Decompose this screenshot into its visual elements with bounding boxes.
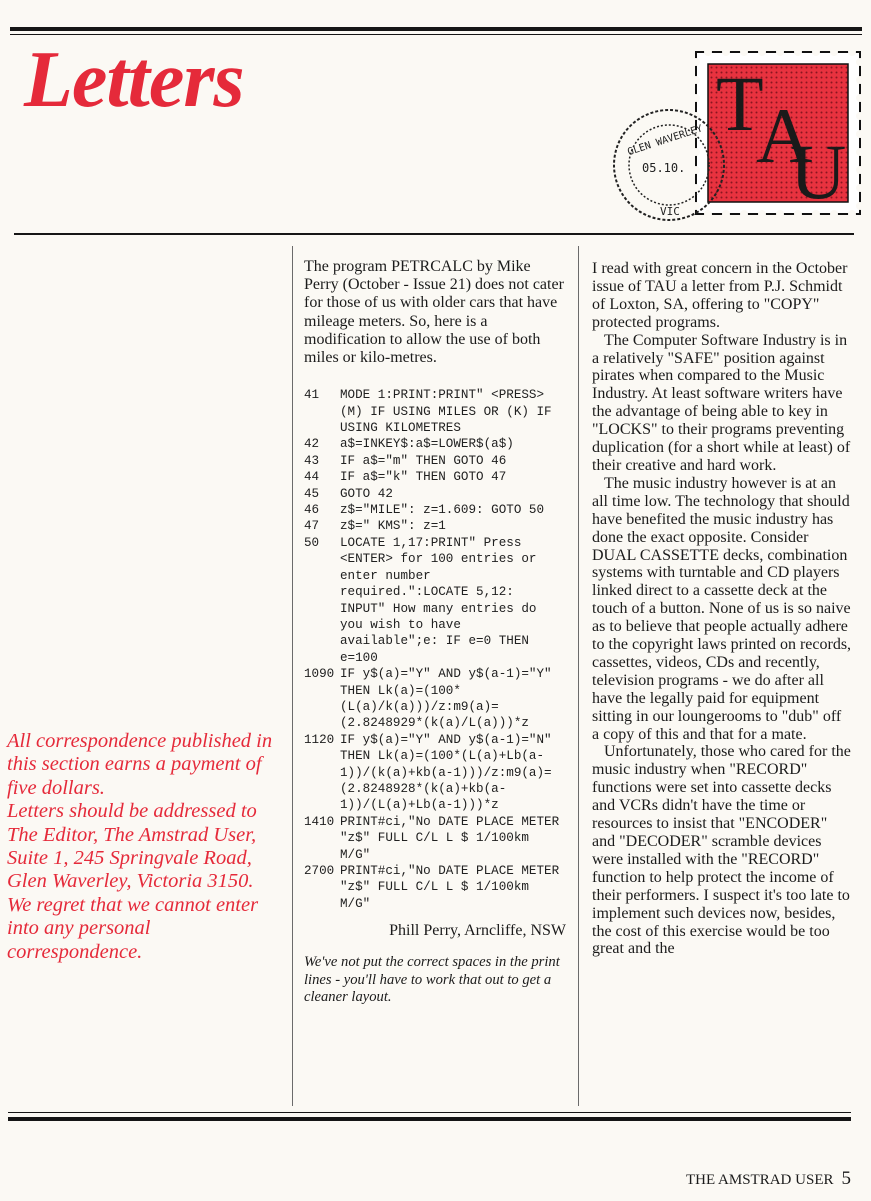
listing-line — [304, 387, 566, 436]
correspondence-notice — [7, 730, 287, 964]
listing-line — [304, 535, 566, 666]
line-number: 1410 — [304, 814, 335, 829]
column-divider-right — [578, 246, 579, 1106]
page-title: Letters — [24, 36, 244, 124]
line-code: PRINT#ci,"No DATE PLACE METER "z$" FULL C/L L $ 1/100km M/G" — [340, 814, 567, 862]
line-number: 50 — [304, 535, 320, 550]
stamp-letter-u: U — [790, 128, 847, 215]
listing-line — [304, 453, 566, 469]
top-rule-thick — [10, 27, 862, 31]
line-number: 46 — [304, 503, 320, 518]
line-number: 43 — [304, 453, 320, 468]
line-number: 2700 — [304, 864, 335, 878]
listing-line — [304, 436, 566, 452]
column-divider-left — [292, 246, 293, 1106]
line-code: IF a$="k" THEN GOTO 47 — [340, 470, 507, 485]
notice-no-correspondence: We regret that we cannot enter into any personal correspondence. — [7, 893, 259, 963]
line-number: 41 — [304, 388, 320, 403]
postmark — [604, 100, 734, 230]
line-number: 42 — [304, 437, 320, 452]
listing-line — [304, 502, 566, 518]
line-code: LOCATE 1,17:PRINT" Press <ENTER> for 100 entries or enter number required.":LOCATE 5,12: INPUT" How many entries do you wish to have available";e: IF e=0 THEN e=100 — [340, 535, 545, 665]
editor-note: We've not put the correct spaces in the print lines - you'll have to work that out to get a cleaner layout. — [304, 954, 560, 1006]
letter-paragraph: The Computer Software Industry is in a relatively "SAFE" position against pirates when compared to the Music Industry. At least software writers have the advantage of being able to key in "LOCKS" to their programs preventing duplication (for a short while at least) of their creative and hard work. — [592, 331, 851, 474]
line-code: PRINT#ci,"No DATE PLACE METER "z$" FULL C/L L $ 1/100km M/G" — [340, 864, 567, 911]
line-code: IF a$="m" THEN GOTO 46 — [340, 453, 507, 468]
basic-listing — [304, 387, 566, 912]
listing-line — [304, 863, 566, 912]
top-rule-thin — [10, 34, 862, 35]
bottom-rule-thin — [8, 1112, 851, 1113]
line-number: 44 — [304, 470, 320, 485]
letter-paragraph: The music industry however is at an all time low. The technology that should have benefited the music industry has done the exact opposite. Consider DUAL CASSETTE decks, combination systems with turntable and CD players linked direct to a cassette deck at the touch of a button. None of us is so naive as to believe that people actually adhere to the copyright laws printed on records, cassettes, videos, CDs and recently, television programs - we do after all have the legally paid for equipment sitting in our loungerooms to "dub" off a copy of this and that for a mate. — [592, 474, 852, 743]
postmark-date: 05.10. — [642, 161, 686, 175]
line-code: IF y$(a)="Y" AND y$(a-1)="Y" THEN Lk(a)=(100*(L(a)/k(a)))/z:m9(a)=(2.8248929*(k(a)/L(a)))*z — [340, 667, 560, 731]
page-number: 5 — [841, 1168, 851, 1189]
letter-petrcalc — [304, 258, 566, 1007]
postmark-place: GLEN WAVERLEY — [626, 123, 705, 159]
listing-line — [304, 518, 566, 534]
publication-name: THE AMSTRAD USER — [685, 1172, 834, 1188]
stamp-letter-a: A — [756, 92, 813, 179]
header-rule — [14, 233, 854, 235]
line-code: z$="MILE": z=1.609: GOTO 50 — [340, 503, 545, 518]
line-code: a$=INKEY$:a$=LOWER$(a$) — [340, 437, 514, 452]
letter-copy-protection — [592, 260, 852, 958]
line-code: GOTO 42 — [340, 486, 393, 501]
line-number: 45 — [304, 486, 320, 501]
letter-intro: The program PETRCALC by Mike Perry (October - Issue 21) does not cater for those of us with older cars that have mileage meters. So, here is a modification to allow the use of both miles or kilo-metres. — [304, 258, 564, 367]
line-code: z$=" KMS": z=1 — [340, 519, 446, 534]
notice-payment: All correspondence published in this section earns a payment of five dollars. — [7, 730, 273, 799]
listing-line — [304, 486, 566, 502]
listing-line — [304, 732, 566, 814]
listing-line — [304, 814, 566, 863]
letter-signature: Phill Perry, Arncliffe, NSW — [389, 922, 566, 940]
notice-address: Letters should be addressed to The Editor, The Amstrad User, Suite 1, 245 Springvale Road, Glen Waverley, Victoria 3150. — [7, 800, 257, 893]
stamp-letter-t: T — [716, 60, 764, 147]
letter-paragraph: Unfortunately, those who cared for the music industry when "RECORD" functions were set into cassette decks and VCRs didn't have the time or resources to insist that "ENCODER" and "DECODER" scramble devices were installed with the "RECORD" function to help protect the income of their performers. I suspect it's too late to implement such devices now, besides, the cost of this exercise would be too great and the — [592, 743, 851, 958]
line-number: 1090 — [304, 667, 335, 682]
line-code: MODE 1:PRINT:PRINT" <PRESS> (M) IF USING MILES OR (K) IF USING KILOMETRES — [340, 388, 560, 436]
listing-line — [304, 469, 566, 485]
line-code: IF y$(a)="Y" AND y$(a-1)="N" THEN Lk(a)=(100*(L(a)+Lb(a-1))/(k(a)+kb(a-1)))/z:m9(a)=(2.8248928*(k(a)+kb(a-1))/(L(a)+Lb(a-1)))*z — [340, 732, 560, 813]
postmark-state: VIC — [660, 205, 680, 218]
listing-line — [304, 666, 566, 732]
page-footer — [686, 1168, 851, 1190]
line-number: 47 — [304, 519, 320, 534]
letter-paragraph: I read with great concern in the October issue of TAU a letter from P.J. Schmidt of Loxton, SA, offering to "COPY" protected programs. — [592, 260, 848, 331]
bottom-rule-thick — [8, 1117, 851, 1121]
line-number: 1120 — [304, 732, 335, 747]
